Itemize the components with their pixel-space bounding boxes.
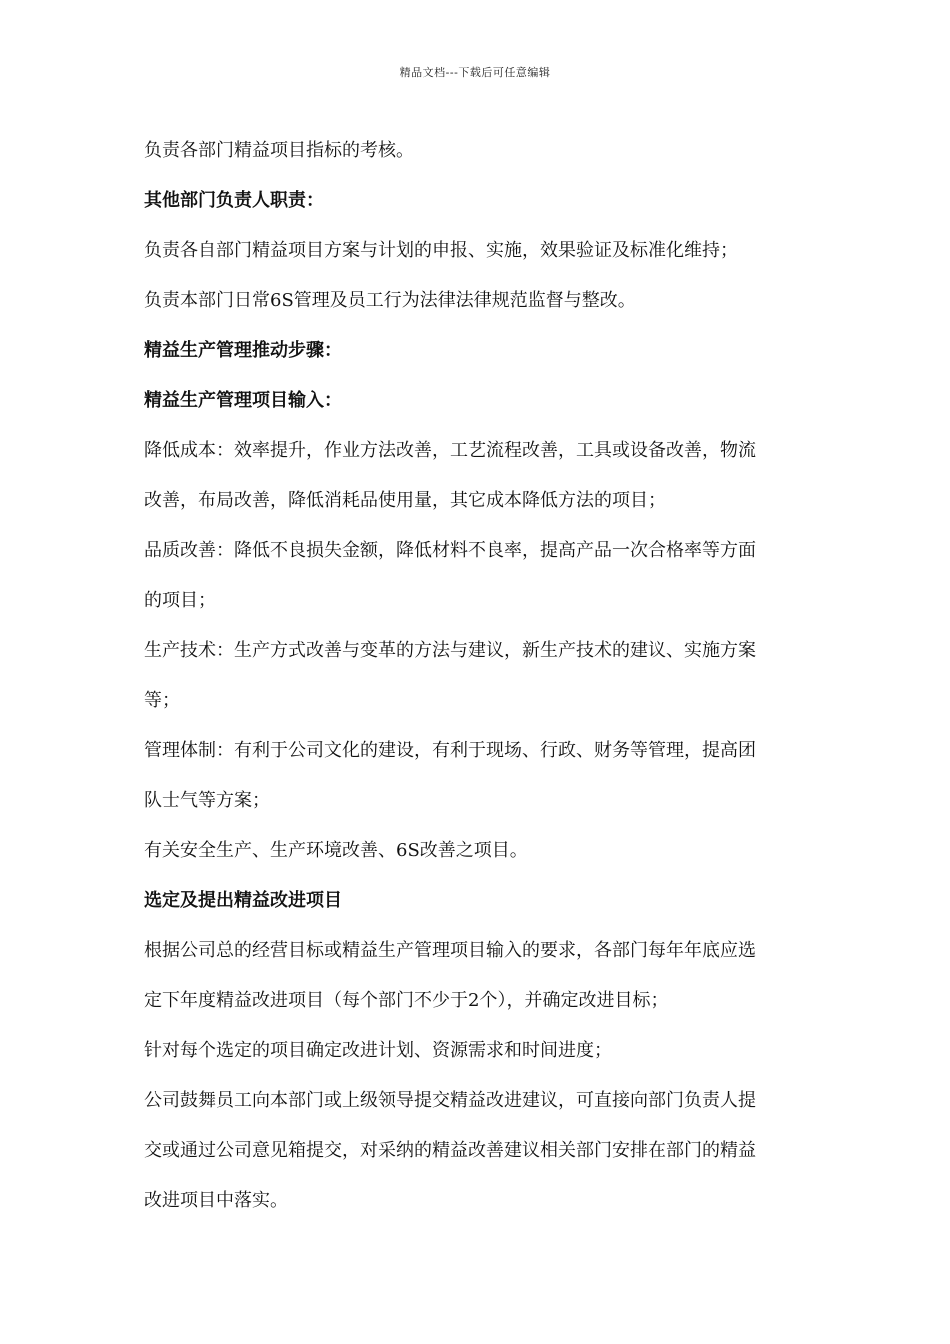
- body-line: 改善，布局改善，降低消耗品使用量，其它成本降低方法的项目；: [144, 490, 666, 511]
- body-line: 降低成本：效率提升，作业方法改善，工艺流程改善，工具或设备改善，物流: [144, 440, 756, 461]
- body-line: 负责各部门精益项目指标的考核。: [144, 140, 414, 161]
- body-line: 队士气等方案；: [144, 790, 270, 811]
- body-line: 生产技术：生产方式改善与变革的方法与建议，新生产技术的建议、实施方案: [144, 640, 756, 661]
- page-header: 精品文档---下载后可任意编辑: [399, 66, 551, 79]
- body-line: 的项目；: [144, 590, 216, 611]
- body-line: 品质改善：降低不良损失金额，降低材料不良率，提高产品一次合格率等方面: [144, 540, 756, 561]
- body-line: 改进项目中落实。: [144, 1190, 288, 1211]
- section-heading: 精益生产管理推动步骤：: [144, 340, 342, 361]
- section-heading: 选定及提出精益改进项目: [144, 890, 342, 911]
- body-line: 公司鼓舞员工向本部门或上级领导提交精益改进建议，可直接向部门负责人提: [144, 1090, 756, 1111]
- body-line: 有关安全生产、生产环境改善、6S改善之项目。: [144, 840, 528, 861]
- body-line: 等；: [144, 690, 180, 711]
- section-heading: 其他部门负责人职责：: [144, 190, 324, 211]
- body-line: 管理体制：有利于公司文化的建设，有利于现场、行政、财务等管理，提高团: [144, 740, 756, 761]
- section-heading: 精益生产管理项目输入：: [144, 390, 342, 411]
- body-line: 负责本部门日常6S管理及员工行为法律法律规范监督与整改。: [144, 290, 636, 311]
- body-line: 定下年度精益改进项目（每个部门不少于2个），并确定改进目标；: [144, 990, 669, 1011]
- document-body: [144, 131, 800, 1231]
- body-line: 针对每个选定的项目确定改进计划、资源需求和时间进度；: [144, 1040, 612, 1061]
- body-line: 交或通过公司意见箱提交，对采纳的精益改善建议相关部门安排在部门的精益: [144, 1140, 756, 1161]
- body-line: 负责各自部门精益项目方案与计划的申报、实施，效果验证及标准化维持；: [144, 240, 738, 261]
- body-line: 根据公司总的经营目标或精益生产管理项目输入的要求，各部门每年年底应选: [144, 940, 756, 961]
